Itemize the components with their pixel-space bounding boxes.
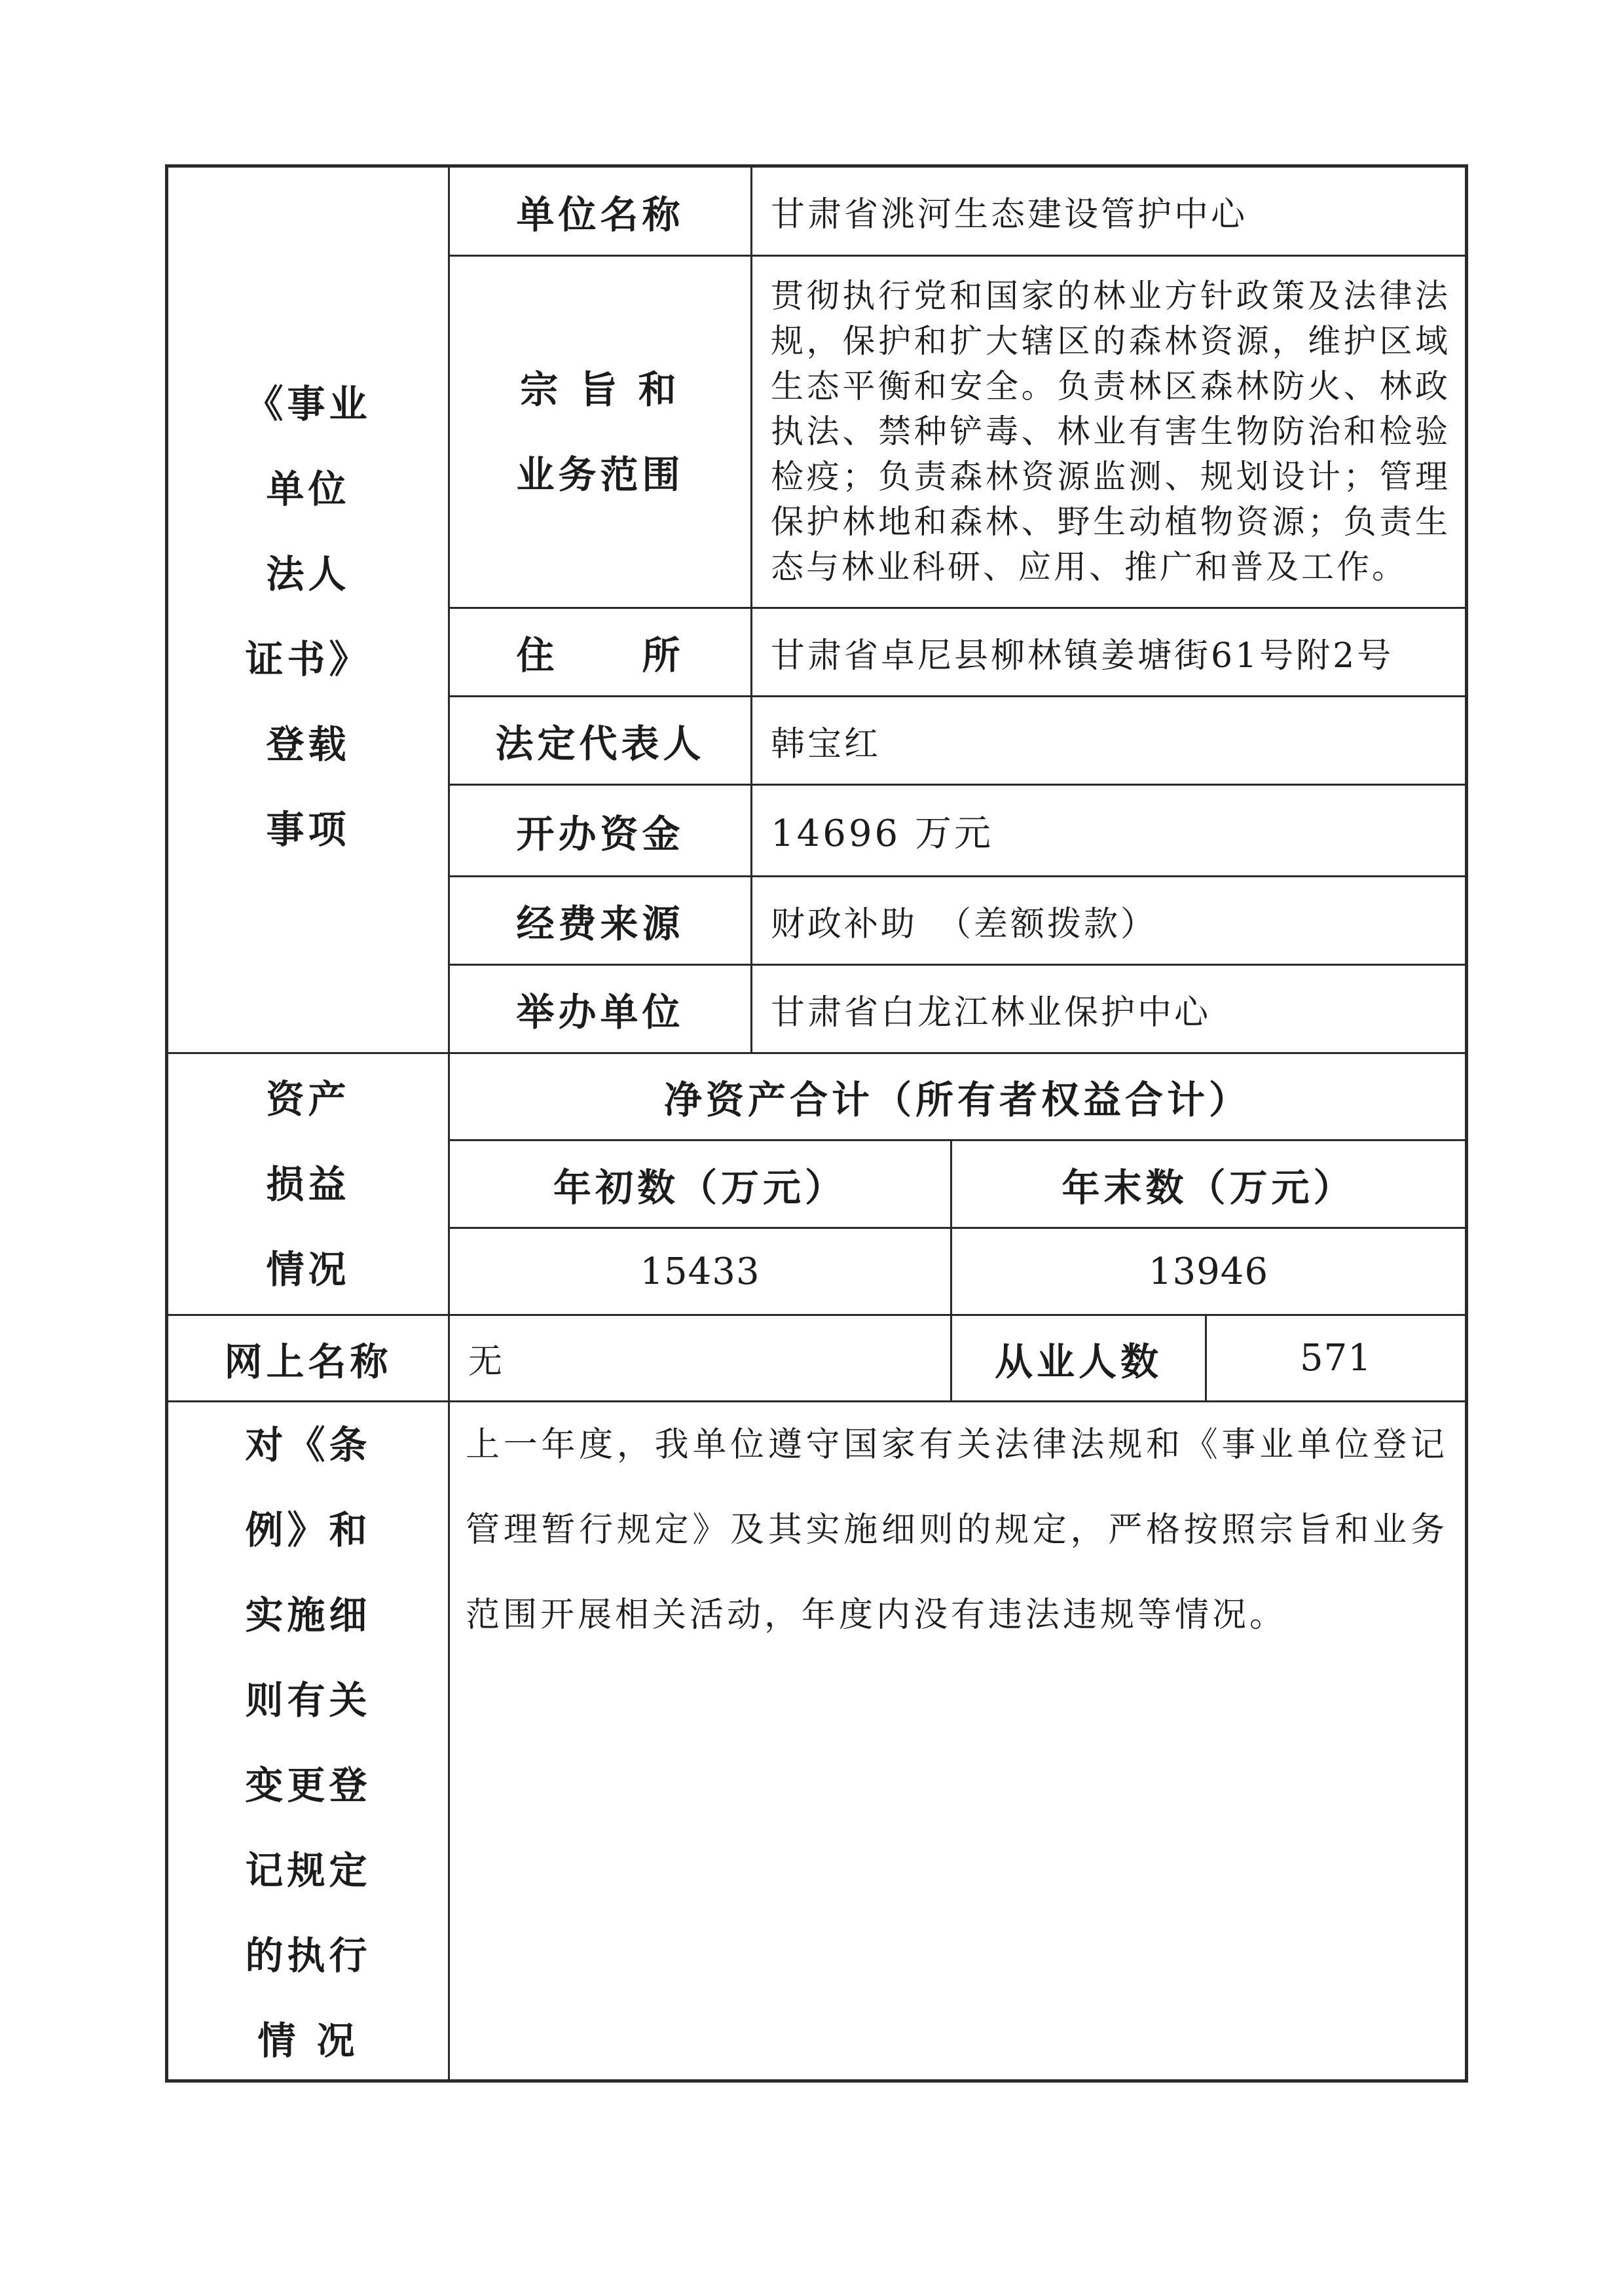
compliance-label-line: 记规定 — [245, 1848, 371, 1893]
compliance-label-line: 对《条 — [245, 1423, 371, 1467]
capital-label: 开办资金 — [516, 811, 684, 856]
legal-rep-label: 法定代表人 — [495, 721, 705, 766]
sponsor-value: 甘肃省白龙江林业保护中心 — [771, 993, 1211, 1032]
address-value: 甘肃省卓尼县柳林镇姜塘街61号附2号 — [771, 636, 1394, 676]
legal-rep-value: 韩宝红 — [771, 724, 881, 764]
section-label-line: 登载 — [266, 721, 350, 767]
compliance-statement: 上一年度，我单位遵守国家有关法律法规和《事业单位登记管理暂行规定》及其实施细则的规定，严格按照宗旨和业务范围开展相关活动，年度内没有违法违规等情况。 — [466, 1425, 1448, 1635]
capital-value: 14696 万元 — [771, 812, 993, 855]
section-label-line: 证书》 — [245, 636, 371, 682]
purpose-value: 贯彻执行党和国家的林业方针政策及法律法规，保护和扩大辖区的森林资源，维护区域生态平衡和安全。负责林区森林防火、林政执法、禁种铲毒、林业有害生物防治和检验检疫；负责森林资源监测、规划设计；管理保护林地和森林、野生动植物资源；负责生态与林业科研、应用、推广和普及工作。 — [771, 277, 1450, 586]
assets-label-line: 资产 — [266, 1076, 350, 1121]
section-label-line: 事项 — [266, 807, 350, 852]
purpose-label-line: 宗 旨 和 — [520, 367, 680, 412]
compliance-label-line: 情 况 — [257, 2018, 359, 2063]
funding-value: 财政补助 （差额拨款） — [771, 904, 1158, 944]
compliance-label-line: 则有关 — [245, 1678, 371, 1722]
registration-items-label — [168, 168, 448, 1052]
assets-label — [168, 1054, 448, 1314]
compliance-label-line: 的执行 — [245, 1933, 371, 1978]
unit-name-value: 甘肃省洮河生态建设管护中心 — [771, 195, 1248, 234]
end-of-year-label: 年末数（万元） — [1061, 1165, 1356, 1210]
sponsor-label: 举办单位 — [516, 990, 684, 1034]
online-name-value: 无 — [468, 1342, 506, 1381]
net-assets-header: 净资产合计（所有者权益合计） — [663, 1078, 1251, 1122]
section-label-line: 法人 — [266, 551, 350, 596]
registration-form-table — [165, 164, 1468, 2083]
assets-label-line: 损益 — [266, 1161, 350, 1207]
compliance-label-line: 例》和 — [245, 1508, 371, 1552]
purpose-label — [450, 257, 750, 607]
compliance-label — [168, 1402, 448, 2079]
begin-of-year-value: 15433 — [640, 1250, 760, 1293]
online-name-label: 网上名称 — [224, 1339, 392, 1384]
employees-value: 571 — [1300, 1337, 1372, 1379]
unit-name-label: 单位名称 — [516, 192, 684, 237]
employees-label: 从业人数 — [994, 1339, 1162, 1384]
end-of-year-value: 13946 — [1148, 1250, 1269, 1293]
section-label-line: 单位 — [266, 466, 350, 511]
assets-label-line: 情况 — [266, 1247, 350, 1292]
purpose-label-line: 业务范围 — [516, 452, 684, 497]
compliance-label-line: 实施细 — [245, 1593, 371, 1637]
funding-label: 经费来源 — [516, 902, 684, 946]
begin-of-year-label: 年初数（万元） — [553, 1165, 847, 1210]
address-label: 住 所 — [516, 633, 684, 678]
section-label-line: 《事业 — [245, 381, 371, 426]
compliance-label-line: 变更登 — [245, 1763, 371, 1808]
